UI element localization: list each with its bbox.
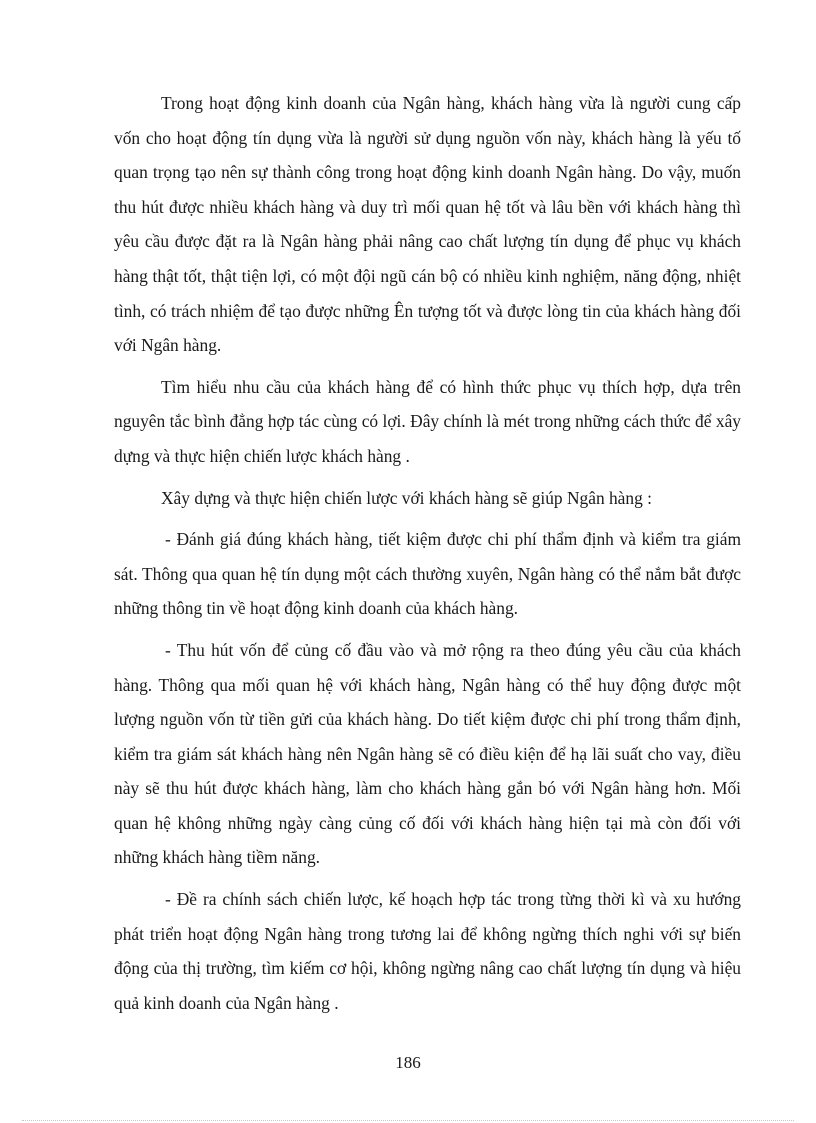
paragraph-strategy-intro: Xây dựng và thực hiện chiến lược với khách hàng sẽ giúp Ngân hàng : bbox=[161, 487, 652, 508]
page-bottom-divider bbox=[22, 1120, 794, 1121]
paragraph-policy-planning: - Đề ra chính sách chiến lược, kế hoạch hợp tác trong từng thời kì và xu hướng phát triển hoạt động Ngân hàng trong tương lai để không ngừng thích nghi với sự biến động của thị trường, tìm kiếm cơ hội, không ngừng nâng cao chất lượng tín dụng và hiệu quả kinh doanh của Ngân hàng . bbox=[114, 889, 741, 1013]
paragraph-evaluate-customers: - Đánh giá đúng khách hàng, tiết kiệm được chi phí thẩm định và kiểm tra giám sát. Thông qua quan hệ tín dụng một cách thường xuyên, Ngân hàng có thể nắm bắt được những thông tin về hoạt động kinh doanh của khách hàng. bbox=[114, 529, 741, 619]
paragraph-attract-capital: - Thu hút vốn để củng cố đầu vào và mở rộng ra theo đúng yêu cầu của khách hàng. Thông qua mối quan hệ với khách hàng, Ngân hàng có thể huy động được một lượng nguồn vốn từ tiền gửi của khách hàng. Do tiết kiệm được chi phí trong thẩm định, kiểm tra giám sát khách hàng nên Ngân hàng sẽ có điều kiện để hạ lãi suất cho vay, điều này sẽ thu hút được khách hàng, làm cho khách hàng gắn bó với Ngân hàng hơn. Mối quan hệ không những ngày càng củng cố đối với khách hàng hiện tại mà còn đối với những khách hàng tiềm năng. bbox=[114, 639, 741, 868]
paragraph-customer-role: Trong hoạt động kinh doanh của Ngân hàng, khách hàng vừa là người cung cấp vốn cho hoạt động tín dụng vừa là người sử dụng nguồn vốn này, khách hàng là yếu tố quan trọng tạo nên sự thành công trong hoạt động kinh doanh Ngân hàng. Do vậy, muốn thu hút được nhiều khách hàng và duy trì mối quan hệ tốt và lâu bền với khách hàng thì yêu cầu được đặt ra là Ngân hàng phải nâng cao chất lượng tín dụng để phục vụ khách hàng thật tốt, thật tiện lợi, có một đội ngũ cán bộ có nhiều kinh nghiệm, năng động, nhiệt tình, có trách nhiệm để tạo được những Ên tượng tốt và được lòng tin của khách hàng đối với Ngân hàng. bbox=[114, 93, 741, 356]
body-text bbox=[114, 86, 741, 1020]
page-number: 186 bbox=[395, 1053, 421, 1072]
paragraph-customer-needs: Tìm hiểu nhu cầu của khách hàng để có hình thức phục vụ thích hợp, dựa trên nguyên tắc bình đẳng hợp tác cùng có lợi. Đây chính là mét trong những cách thức để xây dựng và thực hiện chiến lược khách hàng . bbox=[114, 376, 741, 466]
